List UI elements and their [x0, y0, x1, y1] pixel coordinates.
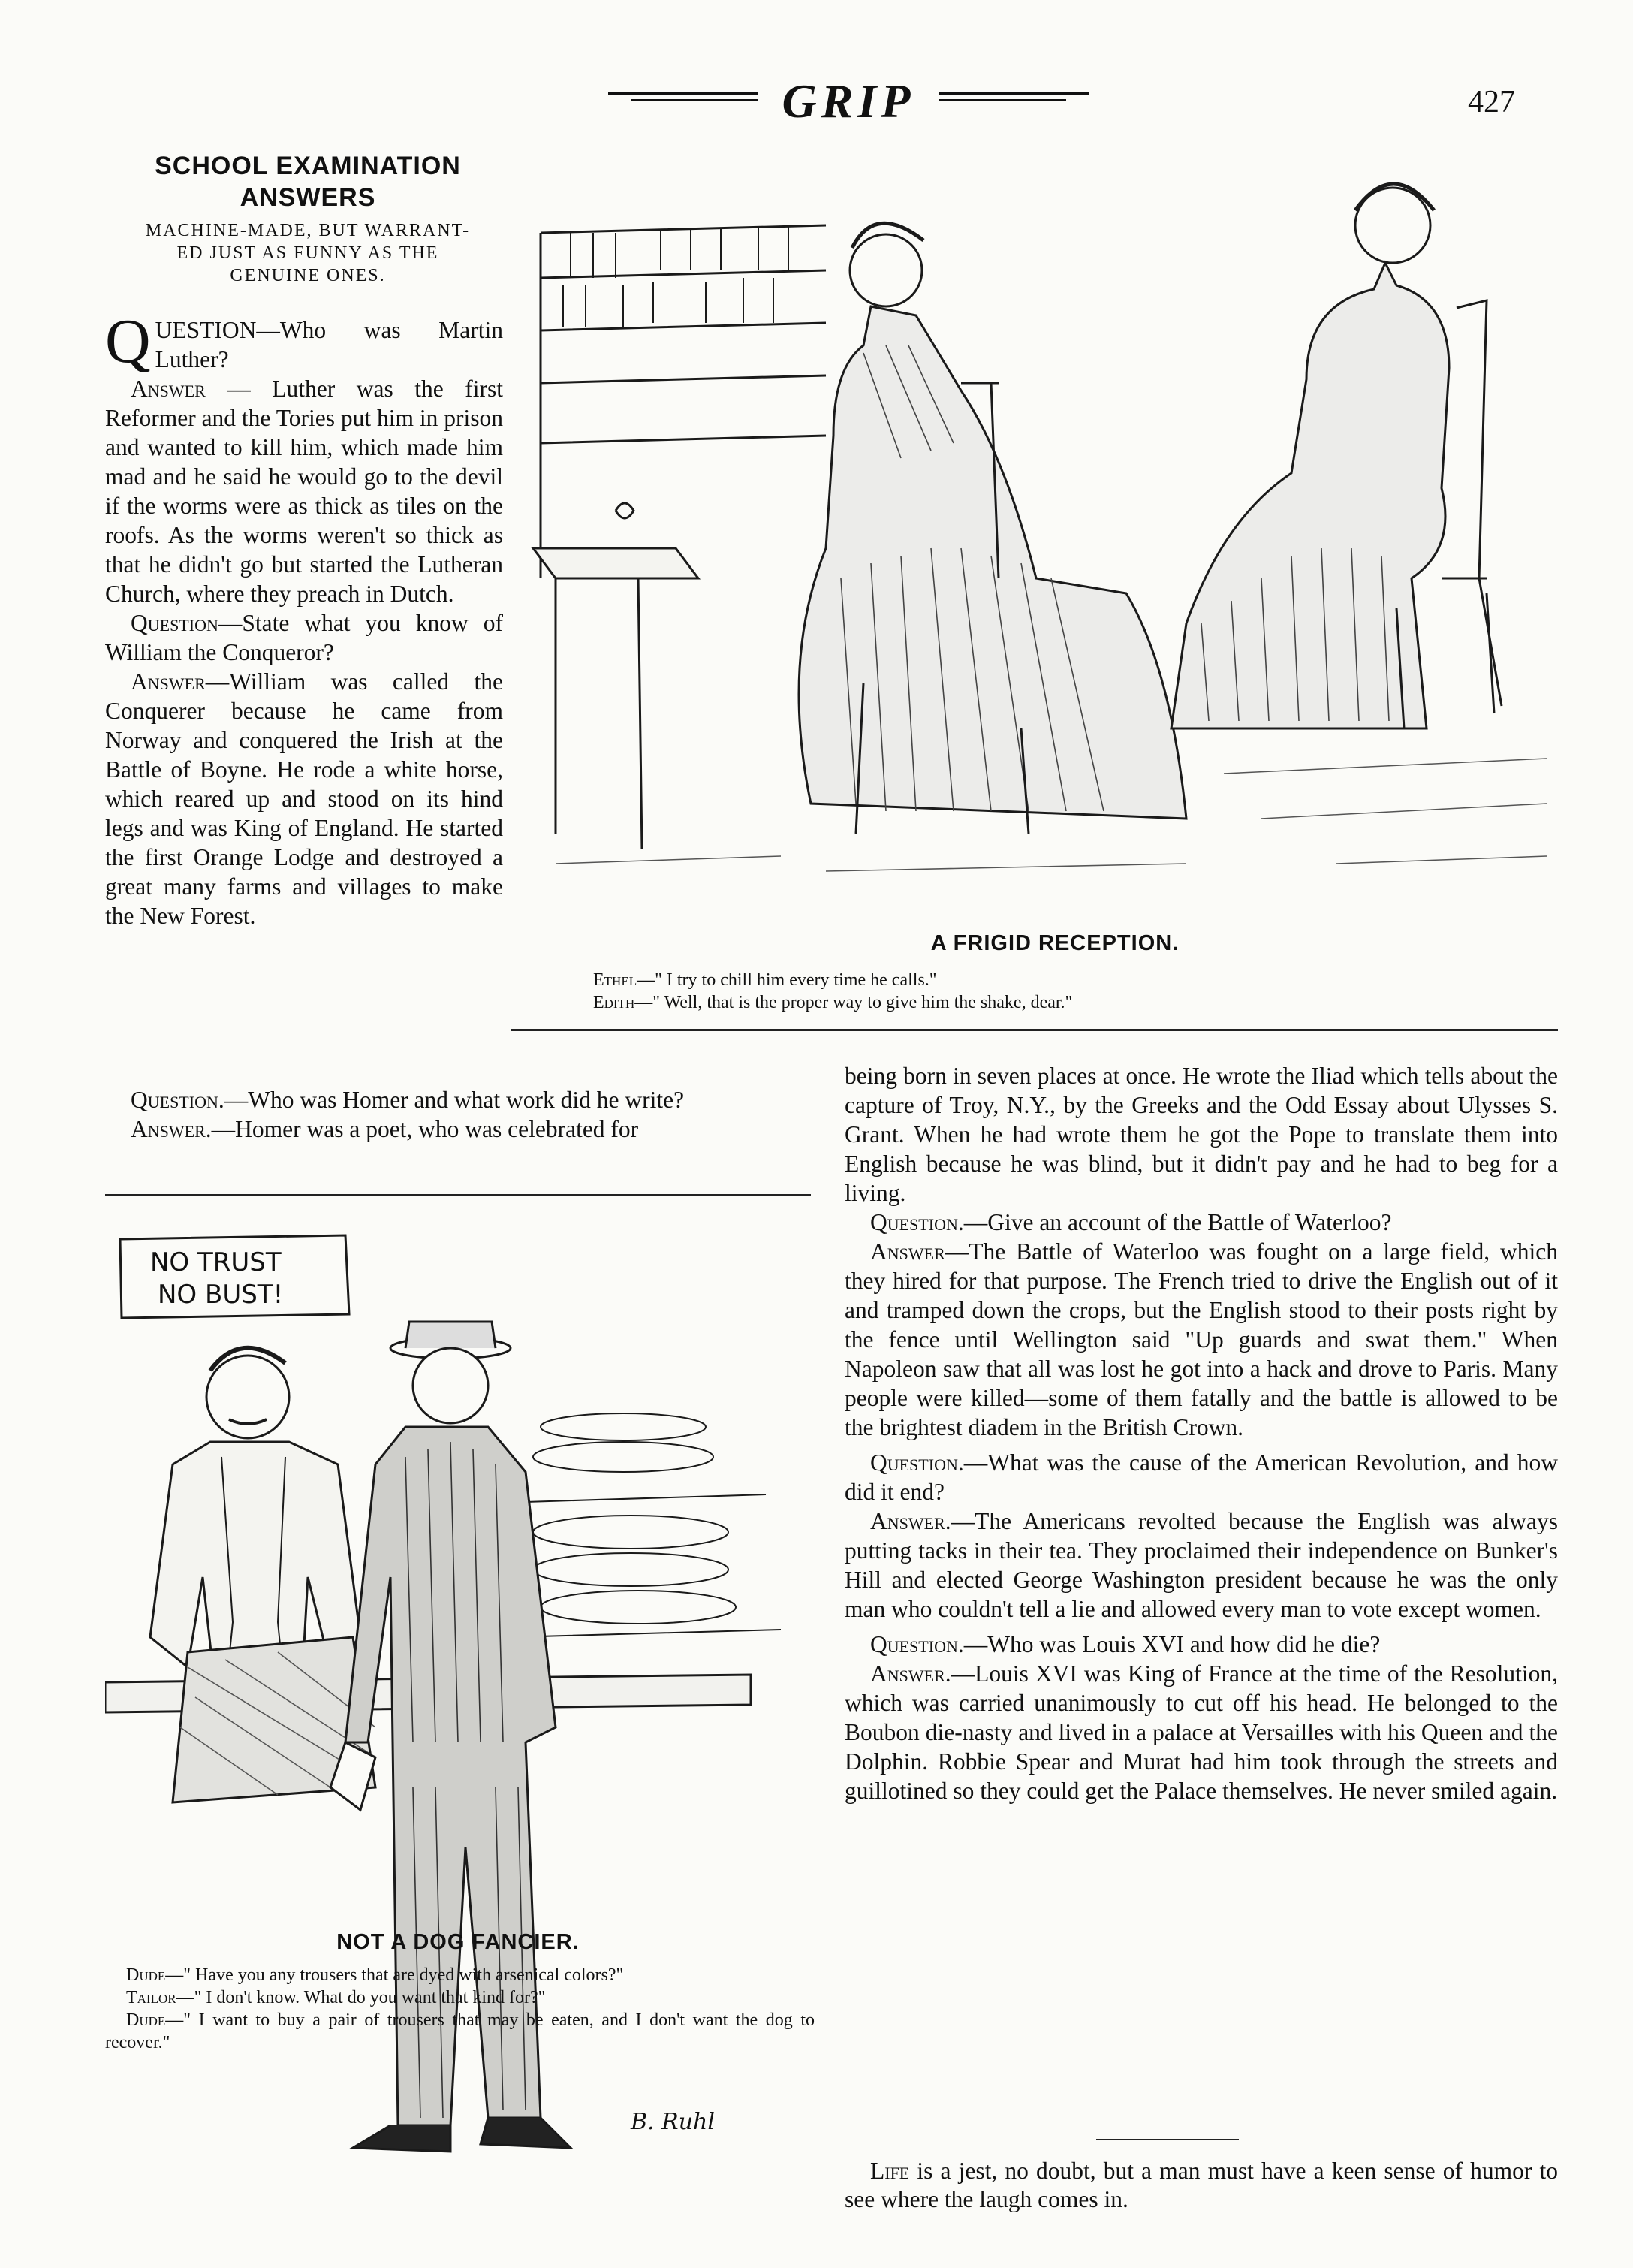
drop-cap: Q: [105, 306, 151, 376]
answer-1-text: — Luther was the first Reformer and the Tories put him in prison and wanted to kill him, which made him mad and he said he would go to the devil if the worms were as thick as tiles on the roofs. As the worms weren't so thick as that he didn't go but started the Lutheran Church, where they preach in Dutch.: [105, 375, 503, 607]
caption-line-edith: [593, 991, 1569, 1014]
masthead-title: GRIP: [782, 74, 915, 128]
caption-line-tailor: [105, 1986, 815, 2009]
question-2: [105, 608, 503, 667]
question-2-label: Question: [131, 610, 218, 636]
answer-4-text: —The Battle of Waterloo was fought on a large field, which they hired for that purpose. The French tried to drive the English out of it and tramped down the crops, but the English stood to their posts right by the fence until Wellington said "Up guards and swat them." When Napoleon saw that all was lost he got into a hack and drove to Paris. Many people were killed—some of them fatally and the battle is allowed to be the brightest diadem in the British Crown.: [845, 1238, 1558, 1440]
filler-text: [845, 2157, 1558, 2214]
question-4-text: .—Give an account of the Battle of Waterloo?: [957, 1209, 1392, 1235]
question-1-text: UESTION—Who was Martin Luther?: [155, 317, 503, 372]
dialogue-dude-1: —" Have you any trousers that are dyed with arsenical colors?": [165, 1965, 624, 1985]
page-number: 427: [1468, 85, 1515, 119]
dialogue-dude-2: —" I want to buy a pair of trousers that may be eaten, and I don't want the dog to recover.": [105, 2010, 815, 2052]
article-title: [113, 150, 503, 213]
filler-lead: Life: [870, 2158, 910, 2184]
answer-1-label: Answer: [131, 375, 206, 402]
article-title-line-1: SCHOOL EXAMINATION: [155, 152, 461, 180]
caption-dog-fancier-dialogue: [105, 1964, 815, 2054]
speaker-dude-1: Dude: [126, 1965, 166, 1985]
caption-line-ethel: [593, 969, 1569, 991]
masthead: [586, 75, 1111, 135]
answer-3-label: Answer: [131, 1116, 206, 1142]
article-subtitle: [105, 219, 511, 287]
masthead-rule-right-2: [939, 99, 1066, 101]
question-1: [105, 306, 503, 376]
divider-rule-top: [511, 1029, 1558, 1031]
article-subtitle-line-3: GENUINE ONES.: [230, 266, 386, 285]
filler-body: is a jest, no doubt, but a man must have a keen sense of humor to see where the laugh comes in.: [845, 2158, 1558, 2212]
answer-2-label: Answer: [131, 668, 206, 695]
artist-signature: B. Ruhl: [631, 2109, 715, 2135]
speaker-ethel: Ethel: [593, 970, 637, 990]
question-5: [845, 1448, 1558, 1506]
question-6: [845, 1630, 1558, 1659]
answer-1: [105, 374, 503, 608]
question-3: [105, 1085, 815, 1114]
answer-6: [845, 1659, 1558, 1805]
dialogue-edith: —" Well, that is the proper way to give him the shake, dear.": [634, 993, 1073, 1012]
question-4-label: Question: [870, 1209, 958, 1235]
divider-rule-short: [1096, 2139, 1239, 2140]
question-4: [845, 1208, 1558, 1237]
answer-4-label: Answer: [870, 1238, 945, 1265]
speaker-tailor: Tailor: [126, 1988, 176, 2007]
question-6-label: Question: [870, 1631, 958, 1657]
article-subtitle-line-2: ED JUST AS FUNNY AS THE: [176, 243, 439, 263]
answer-4: [845, 1237, 1558, 1442]
answer-2-text: —William was called the Conquerer because he came from Norway and conquered the Irish at the Battle of Boyne. He rode a white horse, which reared up and stood on its hind legs and was King of England. He started the first Orange Lodge and destroyed a great many farms and villages to make the New Forest.: [105, 668, 503, 929]
article-column-wide: [105, 1085, 815, 1144]
question-6-text: .—Who was Louis XVI and how did he die?: [957, 1631, 1381, 1657]
answer-2: [105, 667, 503, 930]
answer-5: [845, 1506, 1558, 1624]
answer-6-text: .—Louis XVI was King of France at the time of the Resolution, which was carried unanimously to cut off his head. He belonged to the Boubon die-nasty and lived in a palace at Versailles with his Queen and the Dolphin. Robbie Spear and Murat had him took through the streets and guillotined so they could get the Palace themselves. He never smiled again.: [845, 1660, 1558, 1804]
masthead-rule-right: [939, 92, 1089, 95]
answer-6-label: Answer: [870, 1660, 945, 1687]
answer-3-text: .—Homer was a poet, who was celebrated for: [205, 1116, 639, 1142]
masthead-rule-left: [608, 92, 758, 95]
caption-line-dude-1: [105, 1964, 815, 1986]
divider-rule-left: [105, 1194, 811, 1196]
sign-line-1: NO TRUST: [150, 1247, 282, 1277]
question-5-text: .—What was the cause of the American Revolution, and how did it end?: [845, 1449, 1558, 1505]
illustration-not-a-dog-fancier: [105, 1217, 811, 2268]
caption-frigid-reception-title: A FRIGID RECEPTION.: [930, 931, 1180, 955]
question-3-label: Question: [131, 1087, 218, 1113]
article-column-left: [105, 306, 503, 930]
caption-dog-fancier-title: NOT A DOG FANCIER.: [336, 1930, 580, 1954]
speaker-edith: Edith: [593, 993, 635, 1012]
question-2-text: —State what you know of William the Conqueror?: [105, 610, 503, 665]
dialogue-ethel: —" I try to chill him every time he calls.": [637, 970, 937, 990]
article-title-line-2: ANSWERS: [240, 183, 376, 212]
answer-5-text: .—The Americans revolted because the English was always putting tacks in their tea. They proclaimed their independence on Bunker's Hill and elected George Washington president because he was the only man who couldn't tell a lie and allowed every man to vote except women.: [845, 1508, 1558, 1622]
caption-line-dude-2: [105, 2009, 815, 2054]
answer-3: [105, 1114, 815, 1144]
speaker-dude-2: Dude: [126, 2010, 166, 2030]
article-subtitle-line-1: MACHINE-MADE, BUT WARRANT-: [145, 221, 471, 240]
sign-line-2: NO BUST!: [158, 1280, 284, 1310]
caption-frigid-reception-dialogue: [593, 969, 1569, 1014]
answer-3-continued: being born in seven places at once. He wrote the Iliad which tells about the capture of Troy, N.Y., by the Greeks and the Odd Essay about Ulysses S. Grant. When he had wrote them he got the Pope to translate them into English because he was blind, but it didn't pay and he had to beg for a living.: [845, 1063, 1558, 1206]
dialogue-tailor: —" I don't know. What do you want that kind for?": [176, 1988, 546, 2007]
question-3-text: .—Who was Homer and what work did he write?: [218, 1087, 685, 1113]
illustration-frigid-reception: [511, 158, 1562, 916]
filler-paragraph: [845, 2157, 1558, 2214]
article-column-right: [845, 1061, 1558, 1805]
masthead-rule-left-2: [631, 99, 758, 101]
question-5-label: Question: [870, 1449, 958, 1476]
answer-5-label: Answer: [870, 1508, 945, 1534]
